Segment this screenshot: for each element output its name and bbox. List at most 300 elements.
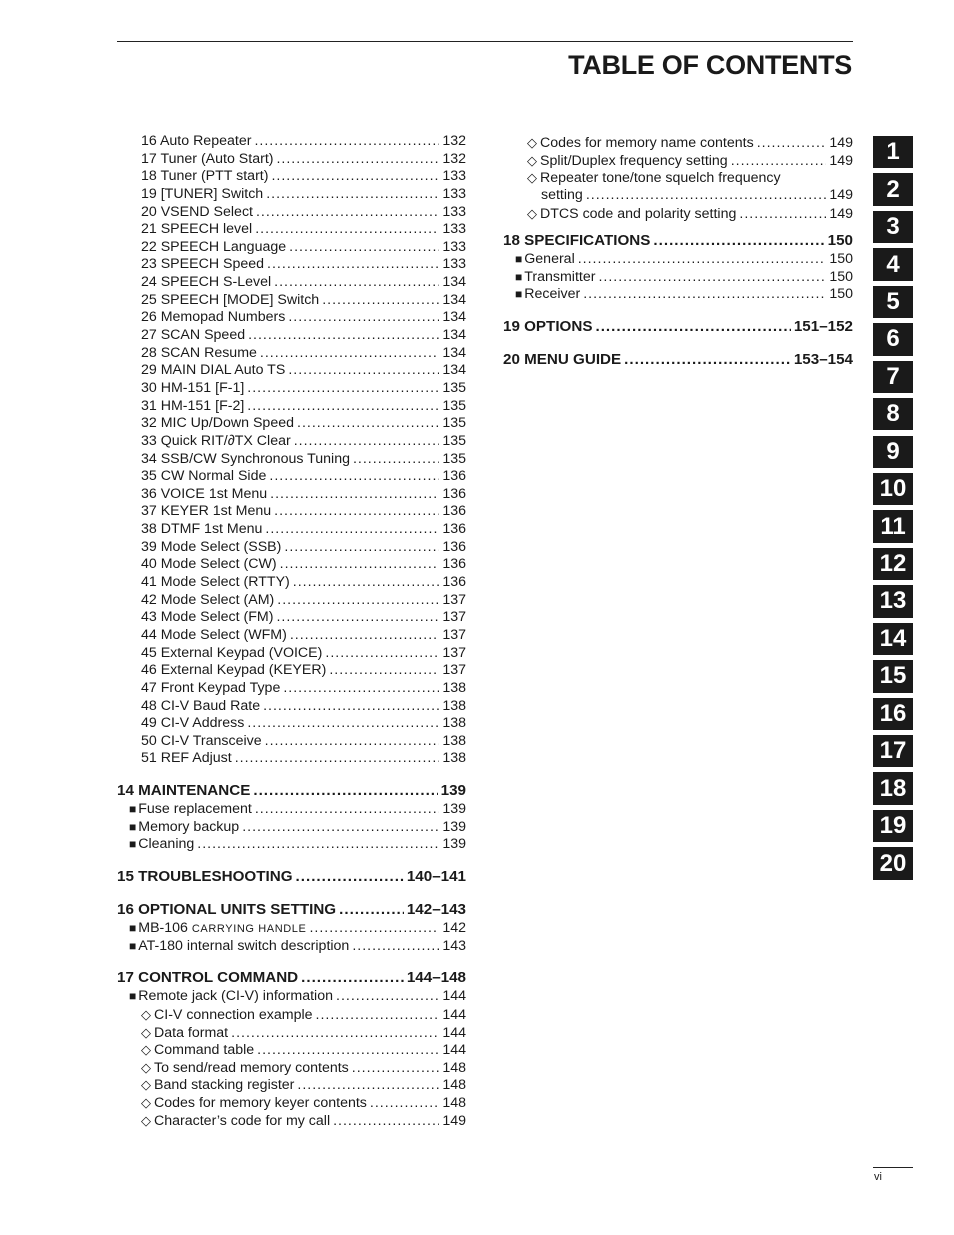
diamond-bullet-icon: ◇ <box>527 135 537 150</box>
toc-entry[interactable] <box>117 733 466 751</box>
toc-entry-label: 34 SSB/CW Synchronous Tuning <box>141 450 350 467</box>
toc-bullet-entry[interactable] <box>117 819 466 837</box>
toc-page-number: 138 <box>442 715 466 732</box>
toc-entry[interactable] <box>117 168 466 186</box>
leader-dots <box>247 398 439 416</box>
chapter-tab-15[interactable]: 15 <box>873 660 913 692</box>
toc-page-number: 136 <box>442 538 466 555</box>
page-title: TABLE OF CONTENTS <box>568 50 852 80</box>
toc-page-number: 142–143 <box>406 900 466 918</box>
toc-entry-label: 32 MIC Up/Down Speed <box>141 415 294 432</box>
toc-entry-label: 19 [TUNER] Switch <box>141 185 264 202</box>
chapter-tab-10[interactable]: 10 <box>873 473 913 505</box>
toc-page-number: 144 <box>442 1006 466 1023</box>
toc-entry-label: 16 Auto Repeater <box>141 133 252 149</box>
leader-dots <box>293 574 440 592</box>
toc-page-number: 144 <box>442 988 466 1005</box>
square-bullet-icon: ■ <box>129 802 137 817</box>
toc-entry[interactable] <box>117 556 466 574</box>
toc-entry[interactable] <box>117 327 466 345</box>
leader-dots <box>297 1077 439 1095</box>
diamond-bullet-icon: ◇ <box>141 1042 151 1058</box>
toc-entry-label: 17 Tuner (Auto Start) <box>141 150 274 167</box>
toc-left-column <box>117 133 466 1129</box>
leader-dots <box>598 269 826 287</box>
toc-page-number: 132 <box>442 133 466 149</box>
toc-entry[interactable] <box>117 433 466 451</box>
toc-entry-label: ◇ Codes for memory keyer contents <box>141 1095 367 1112</box>
chapter-tab-14[interactable]: 14 <box>873 623 913 655</box>
toc-page-number: 137 <box>442 591 466 608</box>
toc-entry-label: 22 SPEECH Language <box>141 238 287 255</box>
chapter-tab-13[interactable]: 13 <box>873 585 913 617</box>
toc-bullet-entry[interactable] <box>117 836 466 854</box>
diamond-bullet-icon: ◇ <box>141 1059 151 1075</box>
square-bullet-icon: ■ <box>129 819 137 834</box>
toc-page-number: 135 <box>442 397 466 414</box>
toc-diamond-entry[interactable] <box>117 1094 466 1112</box>
toc-page-number: 143 <box>442 937 466 954</box>
leader-dots <box>578 251 827 269</box>
toc-page-number: 137 <box>442 609 466 626</box>
toc-page-number: 132 <box>442 150 466 167</box>
toc-bullet-entry[interactable] <box>117 988 466 1006</box>
leader-dots <box>263 698 439 716</box>
leader-dots <box>274 274 439 292</box>
leader-dots <box>290 627 439 645</box>
toc-entry-label: ■ Cleaning <box>129 836 195 853</box>
toc-page-number: 134 <box>442 327 466 344</box>
toc-diamond-entry[interactable] <box>117 1112 466 1130</box>
toc-bullet-entry[interactable] <box>503 269 853 287</box>
toc-entry[interactable] <box>117 468 466 486</box>
toc-entry[interactable] <box>117 186 466 204</box>
square-bullet-icon: ■ <box>129 920 137 935</box>
leader-dots <box>197 836 439 854</box>
toc-section-heading[interactable] <box>503 231 853 251</box>
toc-entry[interactable] <box>117 292 466 310</box>
leader-dots <box>586 187 827 205</box>
toc-page-number: 150 <box>829 251 853 268</box>
diamond-bullet-icon: ◇ <box>141 1095 151 1111</box>
toc-entry-label: 51 REF Adjust <box>141 750 232 767</box>
leader-dots <box>248 327 439 345</box>
toc-spacer <box>117 887 466 900</box>
leader-dots <box>289 239 439 257</box>
toc-bullet-entry[interactable] <box>503 251 853 269</box>
toc-entry-label: ◇ Band stacking register <box>141 1077 295 1094</box>
toc-page-number: 134 <box>442 362 466 379</box>
leader-dots <box>294 433 440 451</box>
chapter-tab-2[interactable]: 2 <box>873 173 913 205</box>
toc-entry-label: 39 Mode Select (SSB) <box>141 538 282 555</box>
leader-dots <box>271 168 439 186</box>
toc-entry-label: 43 Mode Select (FM) <box>141 609 274 626</box>
toc-bullet-entry[interactable] <box>117 801 466 819</box>
leader-dots <box>242 819 439 837</box>
toc-page-number: 136 <box>442 556 466 573</box>
toc-page-number: 133 <box>442 238 466 255</box>
leader-dots <box>276 151 439 169</box>
toc-entry[interactable] <box>117 451 466 469</box>
toc-entry-continuation[interactable] <box>503 187 853 205</box>
leader-dots <box>283 680 439 698</box>
toc-diamond-entry[interactable] <box>117 1024 466 1042</box>
leader-dots <box>255 221 439 239</box>
toc-page-number: 149 <box>829 186 853 203</box>
chapter-tab-5[interactable]: 5 <box>873 286 913 318</box>
toc-page-number: 135 <box>442 432 466 449</box>
toc-entry[interactable] <box>117 521 466 539</box>
toc-page-number: 137 <box>442 644 466 661</box>
toc-page-number: 135 <box>442 379 466 396</box>
leader-dots <box>277 592 439 610</box>
diamond-bullet-icon: ◇ <box>141 1024 151 1040</box>
square-bullet-icon: ■ <box>129 989 137 1004</box>
leader-dots <box>352 1060 440 1078</box>
toc-entry-label: ■ Fuse replacement <box>129 801 252 818</box>
toc-entry[interactable] <box>117 750 466 768</box>
toc-entry-label: ■ Remote jack (CI-V) information <box>129 988 333 1005</box>
toc-entry[interactable] <box>117 151 466 169</box>
toc-spacer <box>117 955 466 968</box>
toc-entry-label: 18 Tuner (PTT start) <box>141 168 269 185</box>
toc-diamond-entry[interactable] <box>117 1059 466 1077</box>
toc-page-number: 133 <box>442 256 466 273</box>
toc-entry[interactable] <box>117 627 466 645</box>
chapter-tab-12[interactable]: 12 <box>873 548 913 580</box>
toc-page-number: 148 <box>442 1059 466 1076</box>
toc-entry[interactable] <box>117 715 466 733</box>
toc-entry-label: 46 External Keypad (KEYER) <box>141 662 327 679</box>
toc-entry[interactable] <box>117 380 466 398</box>
toc-bullet-entry[interactable] <box>117 938 466 956</box>
square-bullet-icon: ■ <box>515 252 523 267</box>
toc-spacer <box>117 768 466 781</box>
toc-spacer <box>117 854 466 867</box>
toc-page-number: 133 <box>442 221 466 238</box>
toc-entry-label: 36 VOICE 1st Menu <box>141 485 268 502</box>
chapter-tab-3[interactable]: 3 <box>873 211 913 243</box>
leader-dots <box>624 350 791 370</box>
leader-dots <box>256 204 439 222</box>
toc-page-number: 133 <box>442 185 466 202</box>
leader-dots <box>265 733 440 751</box>
toc-entry[interactable] <box>117 256 466 274</box>
leader-dots <box>231 1025 439 1043</box>
chapter-tab-9[interactable]: 9 <box>873 436 913 468</box>
toc-section-heading[interactable] <box>503 317 853 337</box>
toc-entry-label: 21 SPEECH level <box>141 221 253 238</box>
leader-dots <box>247 715 439 733</box>
toc-page-number: 139 <box>442 801 466 818</box>
toc-page-number: 136 <box>442 503 466 520</box>
leader-dots <box>257 1042 439 1060</box>
toc-bullet-entry[interactable] <box>117 920 466 938</box>
toc-entry-label: 20 VSEND Select <box>141 203 253 220</box>
leader-dots <box>276 609 439 627</box>
toc-diamond-entry[interactable] <box>117 1041 466 1059</box>
leader-dots <box>267 256 439 274</box>
leader-dots <box>329 662 439 680</box>
toc-page-number: 133 <box>442 168 466 185</box>
chapter-tab-7[interactable]: 7 <box>873 361 913 393</box>
leader-dots <box>352 938 439 956</box>
toc-page-number: 138 <box>442 732 466 749</box>
toc-page-number: 133 <box>442 203 466 220</box>
toc-entry-label: ◇ Codes for memory name contents <box>527 135 754 151</box>
toc-page-number: 139 <box>442 818 466 835</box>
toc-entry-label: ■ MB-106 CARRYING HANDLE <box>129 919 307 936</box>
chapter-tab-4[interactable]: 4 <box>873 248 913 280</box>
toc-diamond-entry[interactable] <box>117 1006 466 1024</box>
toc-entry-label: 18 SPECIFICATIONS <box>503 232 651 250</box>
leader-dots <box>247 380 439 398</box>
header-rule <box>117 41 853 42</box>
chapter-tab-11[interactable]: 11 <box>873 510 913 542</box>
diamond-bullet-icon: ◇ <box>527 152 537 168</box>
square-bullet-icon: ■ <box>129 938 137 953</box>
toc-section-heading[interactable] <box>117 968 466 988</box>
toc-entry-label: ◇ Character’s code for my call <box>141 1112 331 1129</box>
toc-entry-label: 23 SPEECH Speed <box>141 256 265 273</box>
toc-page-number: 149 <box>829 205 853 222</box>
toc-page-number: 138 <box>442 697 466 714</box>
toc-entry-label: 29 MAIN DIAL Auto TS <box>141 362 286 379</box>
leader-dots <box>270 486 439 504</box>
chapter-tab-17[interactable]: 17 <box>873 735 913 767</box>
leader-dots <box>316 1007 440 1025</box>
toc-page-number: 135 <box>442 415 466 432</box>
diamond-bullet-icon: ◇ <box>141 1077 151 1093</box>
square-bullet-icon: ■ <box>515 269 523 284</box>
toc-page-number: 144 <box>442 1042 466 1059</box>
diamond-bullet-icon: ◇ <box>527 170 537 186</box>
toc-entry[interactable] <box>117 662 466 680</box>
diamond-bullet-icon: ◇ <box>527 205 537 221</box>
toc-entry-label: ◇ CI-V connection example <box>141 1006 313 1023</box>
toc-entry[interactable] <box>117 503 466 521</box>
leader-dots <box>253 781 437 801</box>
leader-dots <box>731 153 827 171</box>
leader-dots <box>739 206 826 224</box>
toc-page-number: 134 <box>442 274 466 291</box>
toc-page-number: 136 <box>442 485 466 502</box>
leader-dots <box>274 503 439 521</box>
chapter-tab-16[interactable]: 16 <box>873 698 913 730</box>
toc-page-number: 153–154 <box>793 351 853 369</box>
toc-spacer <box>503 337 853 350</box>
toc-entry-label: ◇ Data format <box>141 1024 229 1041</box>
diamond-bullet-icon: ◇ <box>141 1112 151 1128</box>
toc-page-number: 150 <box>827 232 853 250</box>
leader-dots <box>757 135 827 153</box>
toc-section-heading[interactable] <box>117 900 466 920</box>
chapter-tab-18[interactable]: 18 <box>873 772 913 804</box>
toc-page-number: 140–141 <box>406 867 466 885</box>
toc-entry[interactable] <box>117 274 466 292</box>
toc-page-number: 134 <box>442 291 466 308</box>
toc-page-number: 136 <box>442 468 466 485</box>
toc-diamond-entry[interactable] <box>117 1076 466 1094</box>
toc-entry-label: 26 Memopad Numbers <box>141 309 286 326</box>
chapter-tabs <box>873 136 913 885</box>
leader-dots <box>266 186 439 204</box>
toc-spacer <box>503 304 853 317</box>
toc-entry-label: 17 CONTROL COMMAND <box>117 969 299 987</box>
chapter-tab-6[interactable]: 6 <box>873 323 913 355</box>
toc-page-number: 137 <box>442 626 466 643</box>
footer-rule <box>873 1167 913 1168</box>
toc-entry-label: 24 SPEECH S-Level <box>141 274 272 291</box>
toc-right-column <box>503 134 853 370</box>
toc-page-number: 138 <box>442 750 466 767</box>
toc-entry-label: 42 Mode Select (AM) <box>141 591 275 608</box>
toc-entry-label: 44 Mode Select (WFM) <box>141 626 287 643</box>
square-bullet-icon: ■ <box>129 837 137 852</box>
toc-entry[interactable] <box>117 486 466 504</box>
toc-page-number: 144 <box>442 1024 466 1041</box>
toc-entry-label: setting <box>541 186 583 203</box>
toc-entry[interactable] <box>117 204 466 222</box>
leader-dots <box>653 231 824 251</box>
toc-section-heading[interactable] <box>117 867 466 887</box>
toc-page-number: 139 <box>442 836 466 853</box>
toc-entry[interactable] <box>117 309 466 327</box>
leader-dots <box>322 292 439 310</box>
leader-dots <box>336 988 439 1006</box>
toc-entry[interactable] <box>117 415 466 433</box>
toc-entry-label: 14 MAINTENANCE <box>117 782 251 800</box>
toc-entry-label: 31 HM-151 [F-2] <box>141 397 245 414</box>
toc-entry-label: ◇ Repeater tone/tone squelch frequency <box>527 170 781 187</box>
toc-entry[interactable] <box>117 221 466 239</box>
toc-entry[interactable] <box>117 574 466 592</box>
toc-entry-label: 40 Mode Select (CW) <box>141 556 277 573</box>
leader-dots <box>235 750 440 768</box>
toc-diamond-entry[interactable] <box>503 134 853 152</box>
leader-dots <box>325 645 439 663</box>
toc-page-number: 151–152 <box>793 318 853 336</box>
toc-page-number: 148 <box>442 1095 466 1112</box>
leader-dots <box>301 968 404 988</box>
toc-entry[interactable] <box>117 362 466 380</box>
leader-dots <box>288 362 439 380</box>
toc-spacer <box>503 222 853 231</box>
leader-dots <box>339 900 404 920</box>
toc-entry-label: 47 Front Keypad Type <box>141 679 281 696</box>
toc-page-number: 137 <box>442 662 466 679</box>
toc-entry-label: 25 SPEECH [MODE] Switch <box>141 291 320 308</box>
toc-entry-label: ■ Memory backup <box>129 818 240 835</box>
toc-entry-label: ◇ Command table <box>141 1042 255 1059</box>
toc-entry-label: 30 HM-151 [F-1] <box>141 379 245 396</box>
leader-dots <box>260 345 439 363</box>
leader-dots <box>309 920 439 938</box>
leader-dots <box>280 556 440 574</box>
leader-dots <box>353 451 439 469</box>
leader-dots <box>284 539 439 557</box>
leader-dots <box>297 415 439 433</box>
toc-entry[interactable] <box>117 133 466 151</box>
toc-entry[interactable] <box>117 345 466 363</box>
toc-entry-label: ◇ To send/read memory contents <box>141 1059 349 1076</box>
toc-entry[interactable] <box>117 539 466 557</box>
toc-entry-label: ◇ Split/Duplex frequency setting <box>527 152 728 169</box>
leader-dots <box>370 1095 439 1113</box>
toc-page-number: 136 <box>442 521 466 538</box>
toc-page-number: 134 <box>442 309 466 326</box>
toc-page-number: 139 <box>440 782 466 800</box>
toc-page-number: 142 <box>442 919 466 936</box>
toc-entry[interactable] <box>117 609 466 627</box>
diamond-bullet-icon: ◇ <box>141 1006 151 1022</box>
toc-entry[interactable] <box>117 398 466 416</box>
toc-entry[interactable] <box>117 680 466 698</box>
toc-entry-label: 37 KEYER 1st Menu <box>141 503 272 520</box>
toc-entry-label: 50 CI-V Transceive <box>141 732 262 749</box>
toc-entry[interactable] <box>117 698 466 716</box>
toc-entry-label: ■ Receiver <box>515 286 581 303</box>
toc-bullet-entry[interactable] <box>503 286 853 304</box>
page-number: vi <box>874 1171 882 1183</box>
toc-page-number: 136 <box>442 574 466 591</box>
toc-page-number: 148 <box>442 1077 466 1094</box>
toc-entry-label: ■ General <box>515 251 575 268</box>
toc-entry-label: ■ Transmitter <box>515 268 596 285</box>
toc-entry-label: 15 TROUBLESHOOTING <box>117 867 293 885</box>
chapter-tab-1[interactable]: 1 <box>873 136 913 168</box>
toc-section-heading[interactable] <box>503 350 853 370</box>
toc-page-number: 135 <box>442 450 466 467</box>
toc-page-number: 150 <box>829 268 853 285</box>
toc-page-number: 149 <box>829 152 853 169</box>
leader-dots <box>254 133 439 151</box>
toc-entry-label: 33 Quick RIT/∂TX Clear <box>141 432 291 449</box>
toc-diamond-entry[interactable] <box>503 205 853 223</box>
toc-entry-label: 27 SCAN Speed <box>141 327 246 344</box>
toc-entry-label: 45 External Keypad (VOICE) <box>141 644 323 661</box>
toc-page-number: 138 <box>442 679 466 696</box>
toc-entry-label: ◇ DTCS code and polarity setting <box>527 205 737 222</box>
leader-dots <box>595 317 790 337</box>
toc-entry-label: 28 SCAN Resume <box>141 344 257 361</box>
toc-section-heading[interactable] <box>117 781 466 801</box>
toc-diamond-entry[interactable] <box>503 152 853 170</box>
leader-dots <box>265 521 439 539</box>
toc-entry[interactable] <box>117 592 466 610</box>
toc-diamond-entry[interactable] <box>503 169 853 187</box>
leader-dots <box>269 468 439 486</box>
leader-dots <box>255 801 440 819</box>
toc-entry-label: 48 CI-V Baud Rate <box>141 697 261 714</box>
chapter-tab-8[interactable]: 8 <box>873 398 913 430</box>
toc-page-number: 144–148 <box>406 969 466 987</box>
toc-entry-label: 35 CW Normal Side <box>141 468 267 485</box>
toc-page-number: 150 <box>829 286 853 303</box>
square-bullet-icon: ■ <box>515 287 523 302</box>
toc-entry-label: ■ AT-180 internal switch description <box>129 937 350 954</box>
chapter-tab-19[interactable]: 19 <box>873 810 913 842</box>
toc-entry[interactable] <box>117 239 466 257</box>
toc-page-number: 149 <box>829 135 853 151</box>
toc-entry[interactable] <box>117 645 466 663</box>
leader-dots <box>583 286 826 304</box>
toc-entry-label: 20 MENU GUIDE <box>503 351 622 369</box>
toc-page-number: 149 <box>442 1112 466 1129</box>
chapter-tab-20[interactable]: 20 <box>873 847 913 879</box>
toc-entry-label: 38 DTMF 1st Menu <box>141 521 263 538</box>
